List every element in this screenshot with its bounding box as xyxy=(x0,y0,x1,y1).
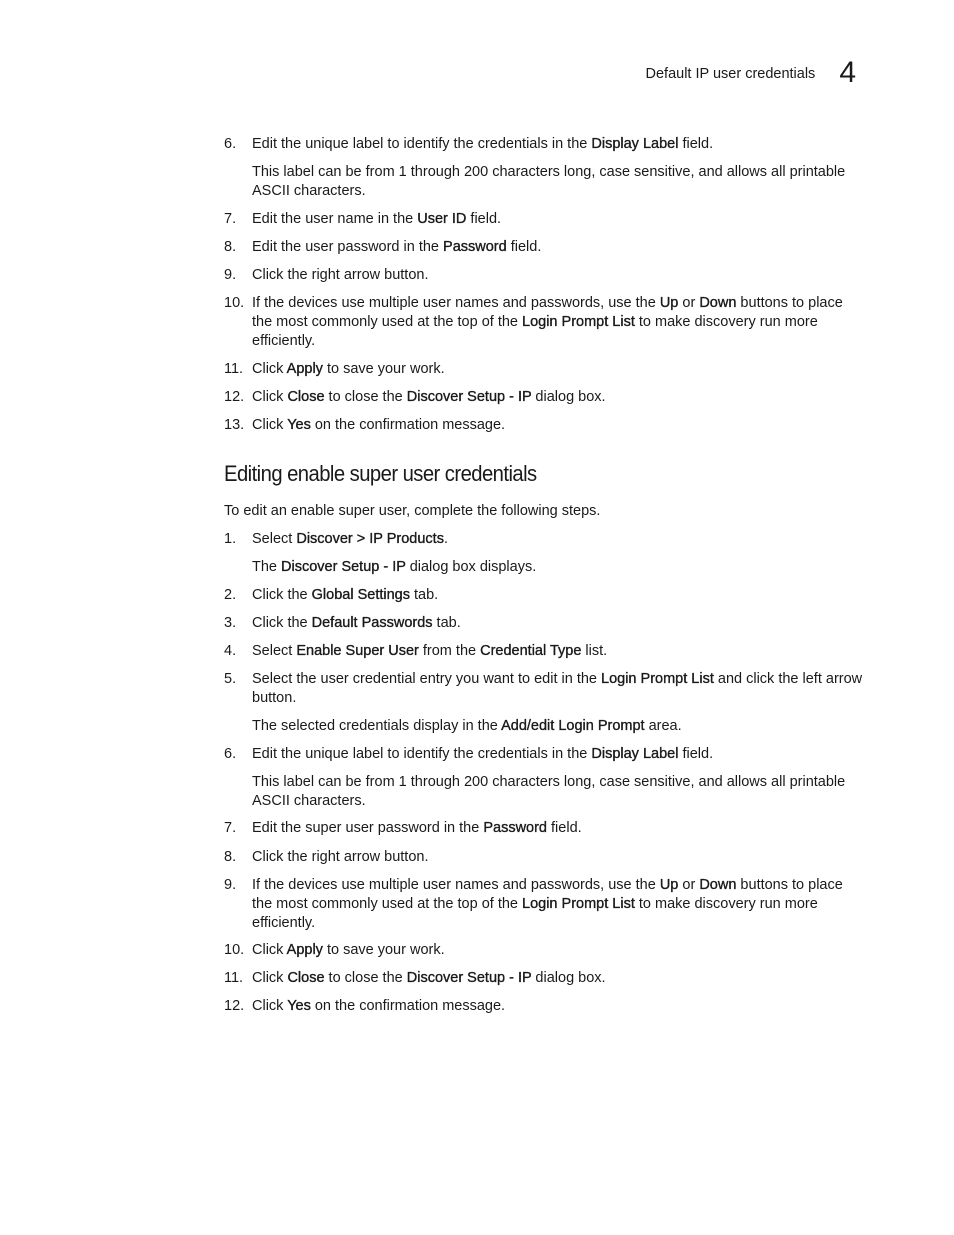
super-step-1-note: The Discover Setup - IP dialog box displays. xyxy=(252,559,537,575)
step-6-note: This label can be from 1 through 200 characters long, case sensitive, and allows all printable ASCII characters. xyxy=(252,164,846,199)
super-step-5-note: The selected credentials display in the Add/edit Login Prompt area. xyxy=(252,718,682,734)
super-step-8: 8. Click the right arrow button. xyxy=(224,849,429,865)
super-step-6-note: This label can be from 1 through 200 characters long, case sensitive, and allows all printable ASCII characters. xyxy=(252,774,846,809)
step-10: 10. If the devices use multiple user names and passwords, use the Up or Down buttons to place the most commonly used at the top of the Login Prompt List to make discovery run more efficiently. xyxy=(224,295,843,349)
super-step-6: 6. Edit the unique label to identify the credentials in the Display Label field. xyxy=(224,746,714,762)
super-step-3: 3. Click the Default Passwords tab. xyxy=(224,615,461,631)
step-8: 8. Edit the user password in the Password field. xyxy=(224,239,542,255)
super-step-10: 10. Click Apply to save your work. xyxy=(224,942,445,958)
section-heading: Editing enable super user credentials xyxy=(224,461,537,486)
chapter-number: 4 xyxy=(839,56,856,89)
step-7: 7. Edit the user name in the User ID field. xyxy=(224,211,502,227)
super-step-1: 1. Select Discover > IP Products. xyxy=(224,531,448,547)
step-9: 9. Click the right arrow button. xyxy=(224,267,429,283)
super-step-11: 11. Click Close to close the Discover Setup - IP dialog box. xyxy=(224,970,606,986)
step-13: 13. Click Yes on the confirmation message. xyxy=(224,417,506,433)
super-step-9: 9. If the devices use multiple user names and passwords, use the Up or Down buttons to place the most commonly used at the top of the Login Prompt List to make discovery run more efficiently. xyxy=(224,877,843,931)
step-12: 12. Click Close to close the Discover Setup - IP dialog box. xyxy=(224,389,606,405)
super-step-7: 7. Edit the super user password in the Password field. xyxy=(224,820,582,836)
super-step-4: 4. Select Enable Super User from the Credential Type list. xyxy=(224,643,608,659)
step-11: 11. Click Apply to save your work. xyxy=(224,361,445,377)
super-step-12: 12. Click Yes on the confirmation message. xyxy=(224,998,506,1014)
section-intro: To edit an enable super user, complete the following steps. xyxy=(224,503,601,519)
super-step-2: 2. Click the Global Settings tab. xyxy=(224,587,439,603)
step-6: 6. Edit the unique label to identify the credentials in the Display Label field. xyxy=(224,136,714,152)
running-header xyxy=(646,58,856,88)
running-header-title: Default IP user credentials xyxy=(645,66,816,82)
super-step-5: 5. Select the user credential entry you want to edit in the Login Prompt List and click the left arrow button. xyxy=(224,671,863,706)
